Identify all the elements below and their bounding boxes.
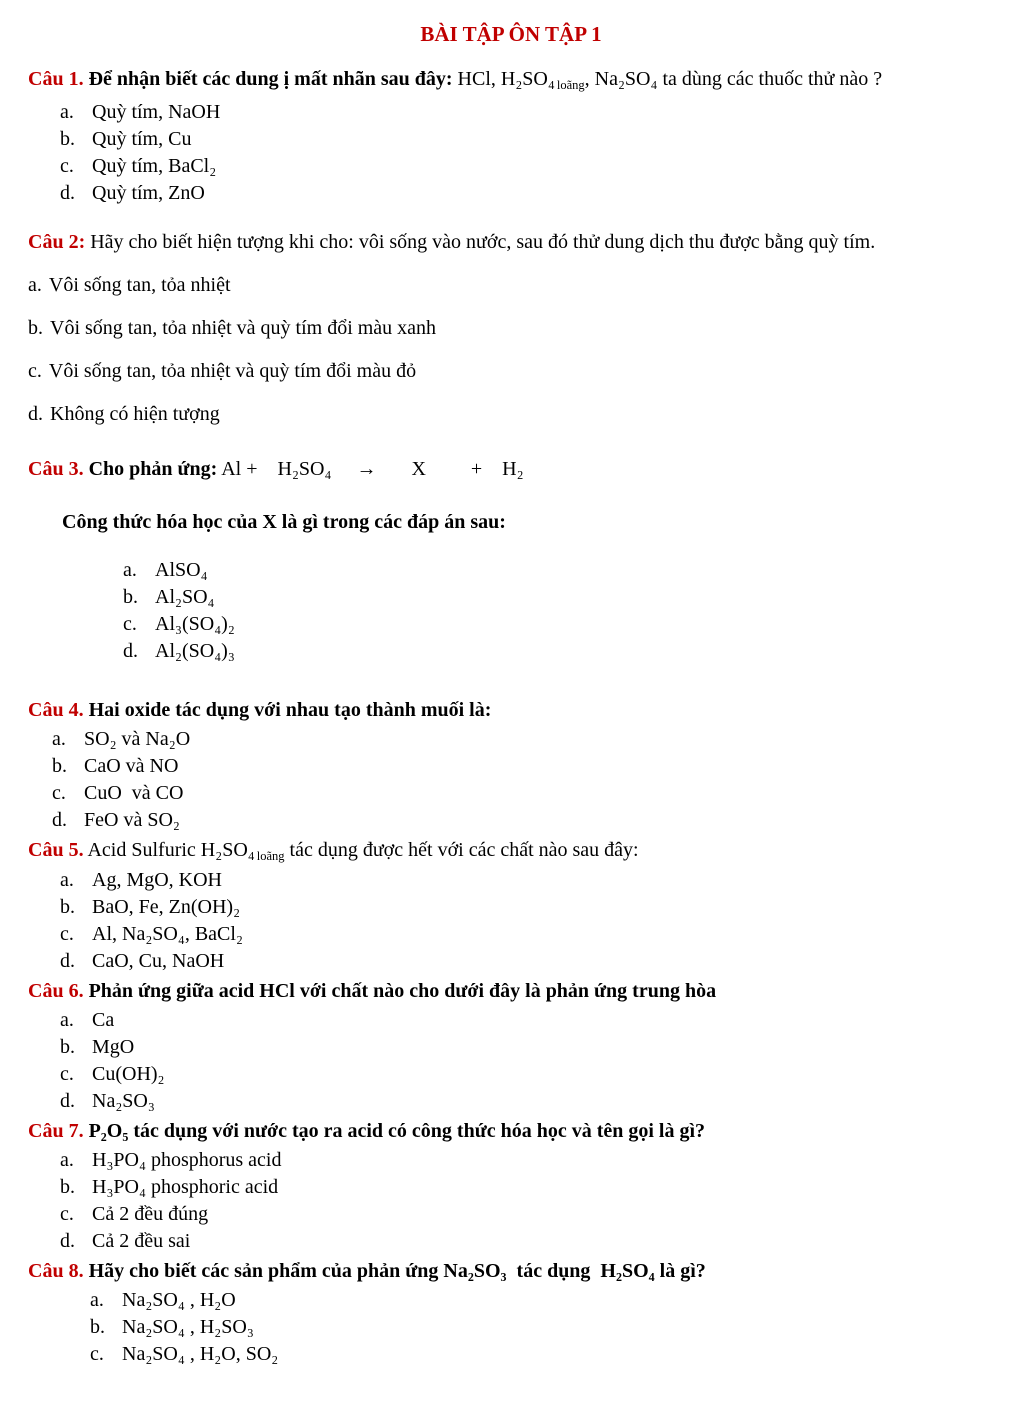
- question-4-options: [52, 726, 994, 834]
- option-text: Quỳ tím, NaOH: [92, 101, 221, 124]
- option-text: Al₂(SO₄)₃: [155, 640, 235, 663]
- option-key: d.: [60, 1090, 75, 1113]
- option-item: [28, 401, 994, 428]
- question-1: [28, 66, 994, 207]
- option-item: [52, 780, 994, 807]
- option-key: b.: [52, 755, 67, 778]
- question-5-text-rest: tác dụng được hết với các chất nào sau đây:: [284, 839, 639, 862]
- question-1-label: Câu 1.: [28, 68, 84, 91]
- option-text: Al, Na₂SO₄, BaCl₂: [92, 923, 243, 946]
- question-1-text: HCl, H₂SO₄: [457, 68, 555, 91]
- option-item: [60, 948, 994, 975]
- option-text: FeO và SO₂: [84, 809, 180, 832]
- option-text: Cả 2 đều sai: [92, 1230, 191, 1253]
- option-item: [52, 726, 994, 753]
- option-key: c.: [60, 923, 74, 946]
- option-text: MgO: [92, 1036, 135, 1059]
- option-item: [123, 611, 994, 638]
- option-item: [60, 1007, 994, 1034]
- option-text: SO₂ và Na₂O: [84, 728, 191, 751]
- question-3-reaction-equation: Al + H₂SO₄ → X + H₂: [221, 458, 524, 481]
- option-item: [123, 584, 994, 611]
- question-1-heading: [28, 66, 994, 94]
- option-item: [60, 894, 994, 921]
- question-6: [28, 978, 994, 1115]
- option-key: a.: [60, 1149, 74, 1172]
- option-key: c.: [28, 360, 42, 383]
- option-key: c.: [60, 1203, 74, 1226]
- question-3-subheading: Công thức hóa học của X là gì trong các đáp án sau:: [62, 511, 506, 534]
- question-5-heading: [28, 837, 994, 865]
- option-key: c.: [52, 782, 66, 805]
- option-text: CaO, Cu, NaOH: [92, 950, 225, 973]
- option-key: a.: [52, 728, 66, 751]
- option-key: b.: [60, 896, 75, 919]
- option-text: AlSO₄: [155, 559, 208, 582]
- option-text: H₃PO₄ phosphorus acid: [92, 1149, 282, 1172]
- question-6-label: Câu 6.: [28, 980, 84, 1003]
- option-key: c.: [60, 1063, 74, 1086]
- option-text: Al₂SO₄: [155, 586, 215, 609]
- question-2-text: Hãy cho biết hiện tượng khi cho: vôi sống vào nước, sau đó thử dung dịch thu được bằng quỳ tím.: [90, 231, 876, 254]
- question-2-label: Câu 2:: [28, 231, 86, 254]
- option-key: c.: [60, 155, 74, 178]
- option-item: [90, 1341, 994, 1368]
- option-item: [60, 867, 994, 894]
- option-text: Cả 2 đều đúng: [92, 1203, 209, 1226]
- option-key: b.: [60, 1036, 75, 1059]
- question-5: [28, 837, 994, 975]
- option-text: Na₂SO₃: [92, 1090, 155, 1113]
- option-text: CaO và NO: [84, 755, 179, 778]
- option-item: [28, 315, 994, 342]
- option-text: Vôi sống tan, tỏa nhiệt: [48, 274, 231, 297]
- question-4-label: Câu 4.: [28, 699, 84, 722]
- question-8-options: [90, 1287, 994, 1368]
- option-key: a.: [90, 1289, 104, 1312]
- option-item: [60, 921, 994, 948]
- option-text: Không có hiện tượng: [50, 403, 220, 426]
- option-key: b.: [28, 317, 43, 340]
- question-5-options: [60, 867, 994, 975]
- question-8-heading: [28, 1258, 994, 1285]
- question-3-label: Câu 3.: [28, 458, 84, 481]
- option-key: a.: [60, 869, 74, 892]
- option-item: [52, 807, 994, 834]
- question-1-text-rest: , Na₂SO₄ ta dùng các thuốc thử nào ?: [584, 68, 883, 91]
- option-item: [60, 99, 994, 126]
- question-5-text: Acid Sulfuric H₂SO₄: [87, 839, 255, 862]
- option-item: [60, 1061, 994, 1088]
- question-2-heading: [28, 229, 994, 256]
- question-3-options: [123, 557, 994, 665]
- option-item: [52, 753, 994, 780]
- question-1-subscript-note: loãng: [556, 78, 585, 93]
- option-key: b.: [60, 1176, 75, 1199]
- option-key: a.: [123, 559, 137, 582]
- option-item: [60, 153, 994, 180]
- option-text: Quỳ tím, ZnO: [92, 182, 205, 205]
- option-key: b.: [60, 128, 75, 151]
- option-text: Na₂SO₄ , H₂O: [122, 1289, 236, 1312]
- question-6-bold-text: Phản ứng giữa acid HCl với chất nào cho dưới đây là phản ứng trung hòa: [88, 980, 717, 1003]
- option-item: [60, 1174, 994, 1201]
- option-item: [60, 1201, 994, 1228]
- option-item: [60, 1034, 994, 1061]
- question-3-heading: [28, 456, 994, 483]
- option-text: Vôi sống tan, tỏa nhiệt và quỳ tím đổi màu xanh: [50, 317, 437, 340]
- question-4-heading: [28, 697, 994, 724]
- page-title: BÀI TẬP ÔN TẬP 1: [420, 22, 602, 46]
- option-key: b.: [90, 1316, 105, 1339]
- question-5-subscript-note: loãng: [256, 849, 285, 864]
- option-text: Vôi sống tan, tỏa nhiệt và quỳ tím đổi màu đỏ: [48, 360, 417, 383]
- option-item: [123, 638, 994, 665]
- option-key: b.: [123, 586, 138, 609]
- option-item: [60, 126, 994, 153]
- option-item: [60, 1088, 994, 1115]
- question-8-label: Câu 8.: [28, 1260, 84, 1283]
- option-item: [123, 557, 994, 584]
- option-key: d.: [52, 809, 67, 832]
- option-item: [28, 272, 994, 299]
- question-6-heading: [28, 978, 994, 1005]
- option-text: Al₃(SO₄)₂: [155, 613, 235, 636]
- option-item: [60, 1228, 994, 1255]
- question-7-bold-text: P₂O₅ tác dụng với nước tạo ra acid có công thức hóa học và tên gọi là gì?: [88, 1120, 706, 1143]
- question-8-bold-text: Hãy cho biết các sản phẩm của phản ứng Na₂SO₃ tác dụng H₂SO₄ là gì?: [88, 1260, 706, 1283]
- option-key: d.: [123, 640, 138, 663]
- question-8: [28, 1258, 994, 1368]
- option-text: Ag, MgO, KOH: [92, 869, 222, 892]
- option-item: [90, 1287, 994, 1314]
- option-key: d.: [28, 403, 43, 426]
- question-7: [28, 1118, 994, 1255]
- option-text: Na₂SO₄ , H₂O, SO₂: [122, 1343, 279, 1366]
- question-7-options: [60, 1147, 994, 1255]
- option-text: Na₂SO₄ , H₂SO₃: [122, 1316, 254, 1339]
- question-4-bold-text: Hai oxide tác dụng với nhau tạo thành muối là:: [88, 699, 492, 722]
- option-text: H₃PO₄ phosphoric acid: [92, 1176, 279, 1199]
- option-text: Quỳ tím, BaCl₂: [92, 155, 217, 178]
- option-key: a.: [60, 1009, 74, 1032]
- question-3: [28, 456, 994, 665]
- option-key: d.: [60, 182, 75, 205]
- option-key: c.: [90, 1343, 104, 1366]
- question-3-bold-text: Cho phản ứng:: [88, 458, 218, 481]
- option-key: d.: [60, 950, 75, 973]
- option-key: d.: [60, 1230, 75, 1253]
- question-2-options: [28, 272, 994, 428]
- option-text: BaO, Fe, Zn(OH)₂: [92, 896, 241, 919]
- question-5-label: Câu 5.: [28, 839, 84, 862]
- option-text: Cu(OH)₂: [92, 1063, 165, 1086]
- option-item: [90, 1314, 994, 1341]
- option-item: [28, 358, 994, 385]
- question-4: [28, 697, 994, 834]
- question-7-label: Câu 7.: [28, 1120, 84, 1143]
- option-key: a.: [28, 274, 42, 297]
- question-1-bold-text: Để nhận biết các dung ị mất nhãn sau đây:: [88, 68, 453, 91]
- question-1-options: [60, 99, 994, 207]
- option-item: [60, 180, 994, 207]
- option-text: Ca: [92, 1009, 115, 1032]
- option-item: [60, 1147, 994, 1174]
- option-key: c.: [123, 613, 137, 636]
- question-7-heading: [28, 1118, 994, 1145]
- question-2: [28, 229, 994, 428]
- option-text: CuO và CO: [84, 782, 184, 805]
- question-6-options: [60, 1007, 994, 1115]
- option-key: a.: [60, 101, 74, 124]
- option-text: Quỳ tím, Cu: [92, 128, 192, 151]
